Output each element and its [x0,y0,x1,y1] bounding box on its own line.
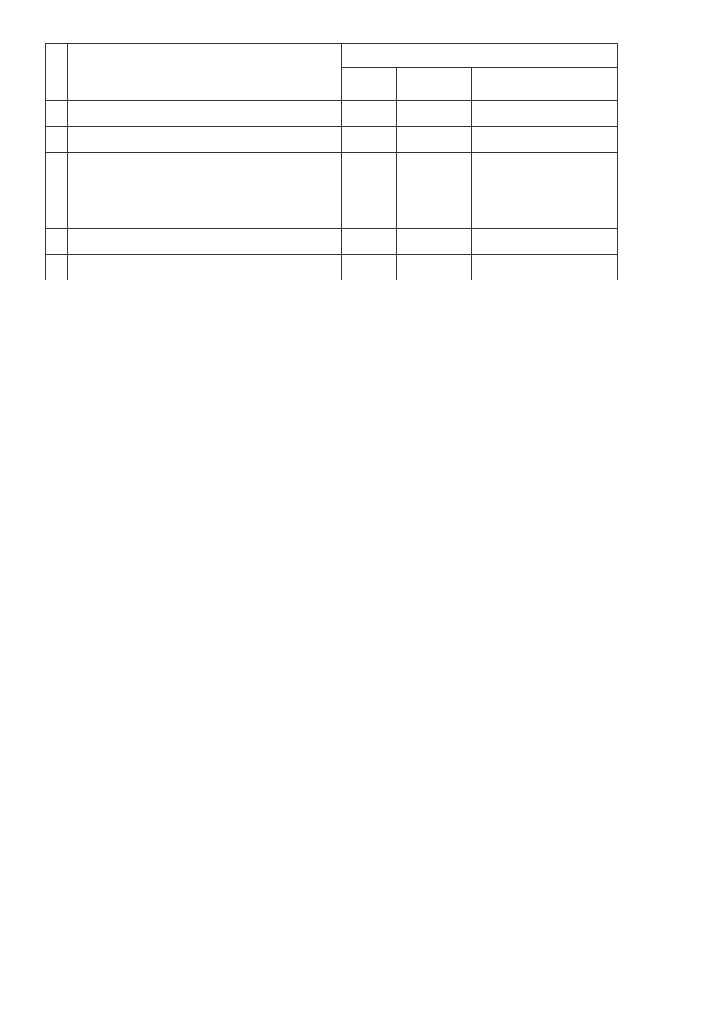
hours-y3 [472,203,618,229]
hours-y2 [397,203,472,229]
hours-y1 [342,255,397,281]
table-row [46,153,618,179]
header-title [68,44,342,101]
hours-y1 [342,178,397,203]
subject-label [68,178,342,203]
header-year1 [342,68,397,101]
hours-y3 [472,153,618,179]
section-label [68,127,342,153]
hours-y2 [397,255,472,281]
hours-y3 [472,178,618,203]
hours-y2 [397,178,472,203]
section-number [46,229,68,255]
hours-y2 [397,153,472,179]
section-label [68,101,342,127]
header-hours-title [342,44,618,68]
header-year3 [472,68,618,101]
section-number [46,127,68,153]
hours-y1 [342,153,397,179]
table-row [46,255,618,281]
subject-label [68,203,342,229]
header-year2 [397,68,472,101]
hours-y1 [342,203,397,229]
table-row [46,178,618,203]
section-pflichtfaecher-row [46,101,618,127]
hours-y3 [472,255,618,281]
header-number [46,44,68,101]
subject-label [68,255,342,281]
section-musikalische-row [46,229,618,255]
table-row [46,203,618,229]
subject-label [68,153,342,179]
section-number [46,101,68,127]
section-label [68,229,342,255]
section-hauptfaecher-row [46,127,618,153]
curriculum-table [45,43,618,280]
